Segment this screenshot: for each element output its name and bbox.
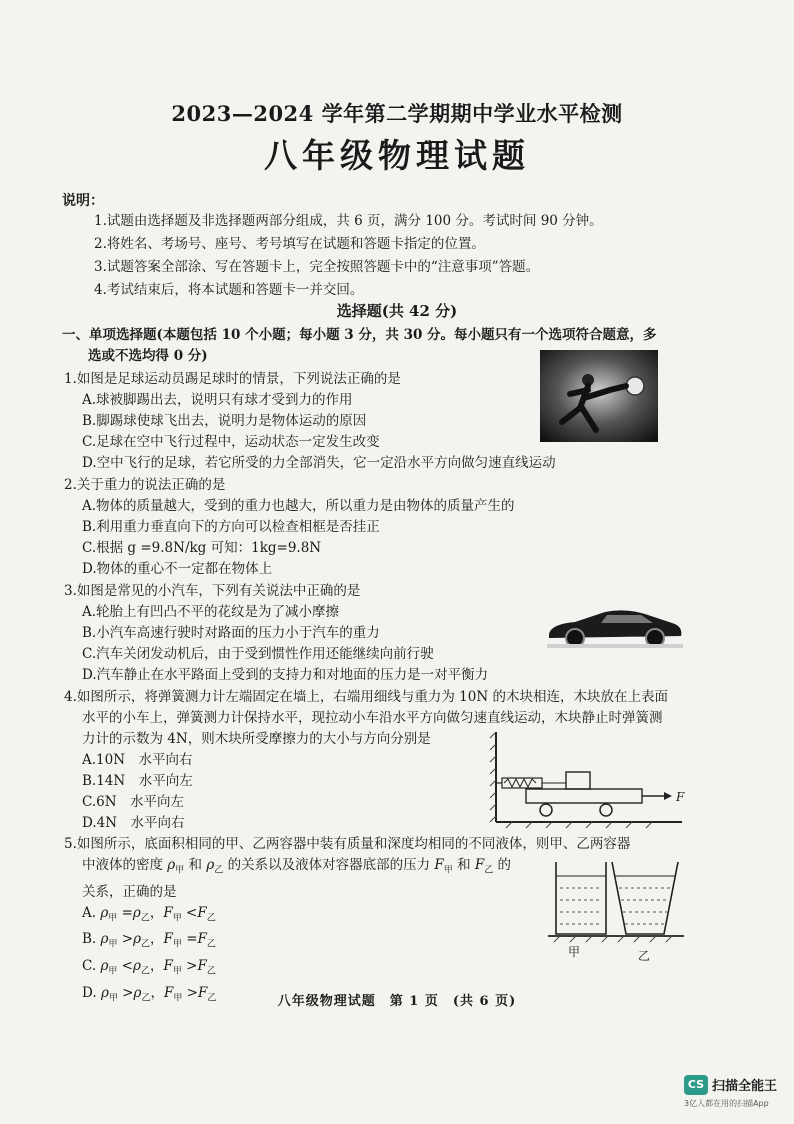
exam-title: 2023—2024 学年第二学期期中学业水平检测 — [171, 101, 623, 126]
option-c: C. $\rho_甲 <\rho_乙$，$F_甲 >F_乙$ — [82, 958, 216, 977]
option-c: C.6N 水平向左 — [82, 794, 185, 810]
soccer-player-image — [540, 350, 658, 442]
question-stem-line: 力计的示数为 4N，则木块所受摩擦力的大小与方向分别是 — [82, 731, 431, 747]
question-stem: 3.如图是常见的小汽车，下列有关说法中正确的是 — [64, 583, 361, 599]
note-item: 2.将姓名、考场号、座号、考号填写在试题和答题卡指定的位置。 — [94, 236, 485, 252]
force-label: F — [676, 790, 685, 804]
option-b: B.14N 水平向左 — [82, 773, 193, 789]
note-item: 3.试题答案全部涂、写在答题卡上，完全按照答题卡中的“注意事项”答题。 — [94, 259, 540, 275]
option-a: A.球被脚踢出去，说明只有球才受到力的作用 — [82, 392, 353, 408]
question-1 — [64, 369, 556, 474]
option-a: A.10N 水平向右 — [82, 752, 193, 768]
sports-car-image — [545, 600, 685, 650]
option-d: D. $\rho_甲 >\rho_乙$，$F_甲 >F_乙$ — [82, 984, 217, 1004]
option-d: D.4N 水平向右 — [82, 815, 185, 831]
spring-scale-cart-diagram — [486, 728, 686, 832]
camscanner-name: 扫描全能王 — [712, 1079, 778, 1094]
option-a: A.物体的质量越大，受到的重力也越大，所以重力是由物体的质量产生的 — [82, 498, 515, 514]
camscanner-logo-icon: CS — [684, 1075, 708, 1095]
option-c: C.汽车关闭发动机后，由于受到惯性作用还能继续向前行驶 — [82, 646, 434, 662]
question-stem-line: 关系，正确的是 — [82, 883, 177, 900]
option-b: B.小汽车高速行驶时对路面的压力小于汽车的重力 — [82, 625, 380, 641]
notes-list — [94, 210, 744, 302]
option-b: B. $\rho_甲 >\rho_乙$，$F_甲 =F_乙$ — [82, 931, 216, 951]
question-stem: 1.如图是足球运动员踢足球时的情景，下列说法正确的是 — [64, 371, 401, 387]
part-line-1: 一、单项选择题(本题包括 10 个小题；每小题 3 分，共 30 分。每小题只有一个选项符合题意，多 — [62, 327, 657, 343]
page-footer: 八年级物理试题 第 1 页 (共 6 页) — [277, 994, 517, 1009]
option-d: D.物体的重心不一定都在物体上 — [82, 561, 273, 577]
question-3 — [64, 581, 488, 686]
notes-heading: 说明： — [62, 193, 104, 209]
section-title: 选择题(共 42 分) — [336, 302, 458, 320]
two-containers-diagram — [546, 858, 686, 962]
option-d: D.空中飞行的足球，若它所受的力全部消失，它一定沿水平方向做匀速直线运动 — [82, 455, 556, 471]
part-line-2: 选或不选均得 0 分) — [88, 348, 208, 364]
container-label-yi: 乙 — [638, 949, 651, 962]
question-stem-line: 5.如图所示，底面积相同的甲、乙两容器中装有质量和深度均相同的不同液体，则甲、乙两容器 — [64, 836, 631, 852]
question-2 — [64, 475, 515, 580]
question-stem-line: 水平的小车上，弹簧测力计保持水平，现拉动小车沿水平方向做匀速直线运动，木块静止时弹簧测 — [82, 710, 663, 726]
paper-title: 八年级物理试题 — [264, 136, 530, 175]
note-item: 1.试题由选择题及非选择题两部分组成，共 6 页，满分 100 分。考试时间 90 分钟。 — [94, 213, 603, 229]
camscanner-tagline: 3亿人都在用的扫描App — [684, 1099, 769, 1108]
option-a: A.轮胎上有凹凸不平的花纹是为了减小摩擦 — [82, 604, 340, 620]
container-label-jia: 甲 — [568, 945, 581, 959]
option-b: B.利用重力垂直向下的方向可以检查相框是否挂正 — [82, 519, 380, 535]
question-stem-line: 4.如图所示，将弹簧测力计左端固定在墙上，右端用细线与重力为 10N 的木块相连，木块放在上表面 — [64, 689, 668, 705]
note-item: 4.考试结束后，将本试题和答题卡一并交回。 — [94, 282, 364, 298]
option-d: D.汽车静止在水平路面上受到的支持力和对地面的压力是一对平衡力 — [82, 667, 489, 683]
option-b: B.脚踢球使球飞出去，说明力是物体运动的原因 — [82, 413, 367, 429]
option-c: C.足球在空中飞行过程中，运动状态一定发生改变 — [82, 434, 380, 450]
question-stem: 2.关于重力的说法正确的是 — [64, 477, 226, 493]
option-c: C.根据 g =9.8N/kg 可知：1kg=9.8N — [82, 540, 322, 556]
question-stem-line: 中液体的密度 $\rho_甲$ 和 $\rho_乙$ 的关系以及液体对容器底部的压力 $F_甲$ 和 $F_乙$ 的 — [82, 857, 512, 876]
option-a: A. $\rho_甲 =\rho_乙$，$F_甲 <F_乙$ — [82, 904, 216, 924]
